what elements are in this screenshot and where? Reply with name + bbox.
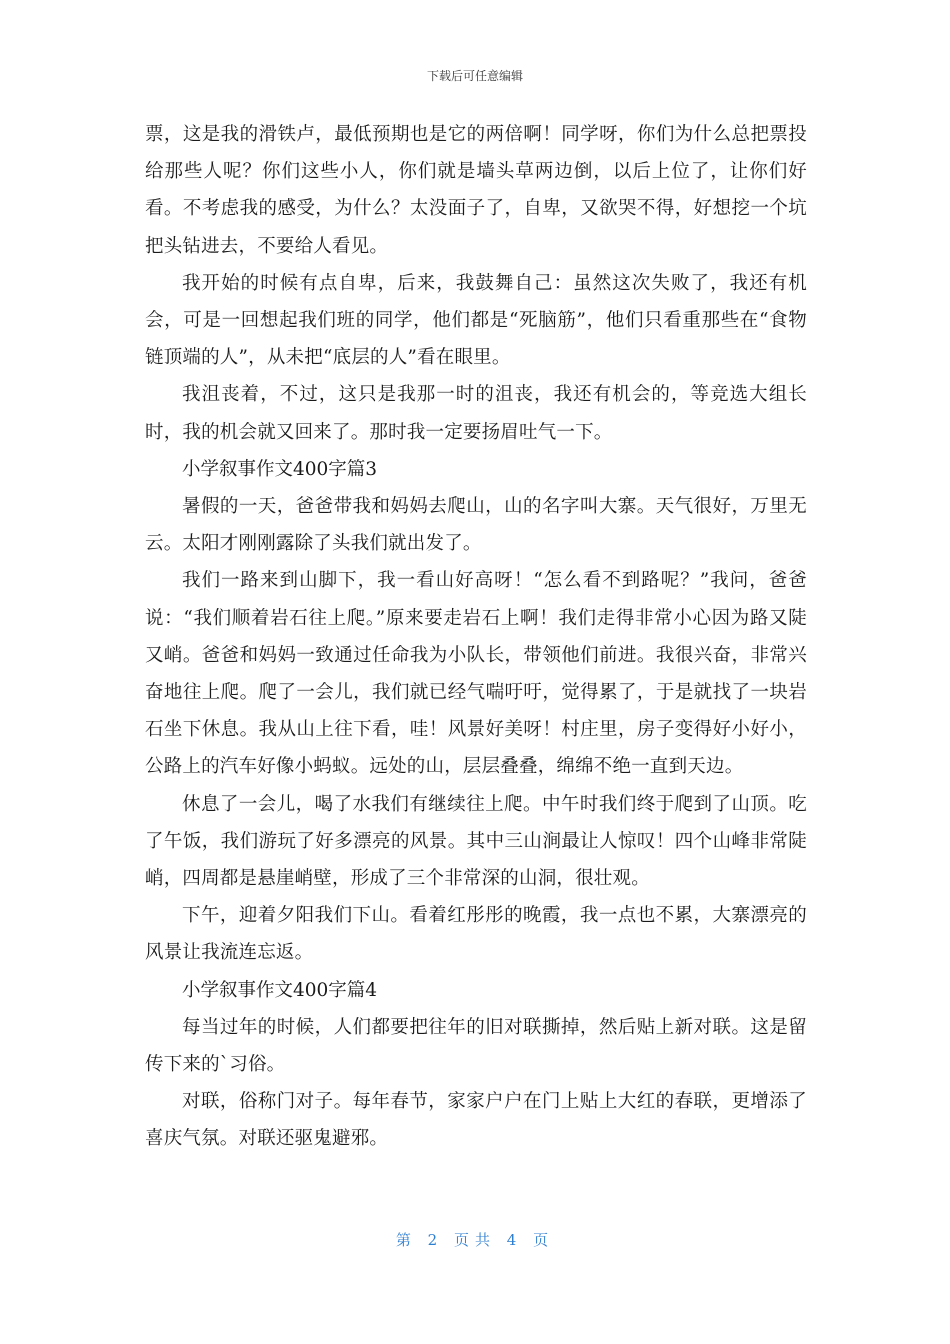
paragraph: 暑假的一天，爸爸带我和妈妈去爬山，山的名字叫大寨。天气很好，万里无云。太阳才刚刚露除了头我们就出发了。 <box>145 496 807 555</box>
paragraph: 我们一路来到山脚下，我一看山好高呀！“怎么看不到路呢？”我问，爸爸说：“我们顺着岩石往上爬。”原来要走岩石上啊！我们走得非常小心因为路又陡又峭。爸爸和妈妈一致通过任命我为小队长，带领他们前进。我很兴奋，非常兴奋地往上爬。爬了一会儿，我们就已经气喘吁吁，觉得累了，于是就找了一块岩石坐下休息。我从山上往下看，哇！风景好美呀！村庄里，房子变得好小好小，公路上的汽车好像小蚂蚁。远处的山，层层叠叠，绵绵不绝一直到天边。 <box>145 570 807 778</box>
page-header: 下载后可任意编辑 <box>426 69 523 83</box>
paragraph: 票，这是我的滑铁卢，最低预期也是它的两倍啊！同学呀，你们为什么总把票投给那些人呢？你们这些小人，你们就是墙头草两边倒，以后上位了，让你们好看。不考虑我的感受，为什么？太没面子了，自卑，又欲哭不得，好想挖一个坑把头钻进去，不要给人看见。 <box>145 124 807 257</box>
paragraph: 我开始的时候有点自卑，后来，我鼓舞自己：虽然这次失败了，我还有机会，可是一回想起我们班的同学，他们都是“死脑筋”，他们只看重那些在“食物链顶端的人”，从未把“底层的人”看在眼里。 <box>145 272 807 369</box>
document-body <box>145 116 807 1158</box>
page-footer: 第 2 页共 4 页 <box>395 1231 555 1249</box>
section-heading: 小学叙事作文400字篇4 <box>182 979 378 1001</box>
paragraph: 对联，俗称门对子。每年春节，家家户户在门上贴上大红的春联，更增添了喜庆气氛。对联还驱鬼避邪。 <box>145 1091 807 1150</box>
paragraph: 每当过年的时候，人们都要把往年的旧对联撕掉，然后贴上新对联。这是留传下来的`习俗。 <box>145 1016 807 1076</box>
section-heading: 小学叙事作文400字篇3 <box>182 458 378 480</box>
paragraph: 休息了一会儿，喝了水我们有继续往上爬。中午时我们终于爬到了山顶。吃了午饭，我们游玩了好多漂亮的风景。其中三山涧最让人惊叹！四个山峰非常陡峭，四周都是悬崖峭壁，形成了三个非常深的山洞，很壮观。 <box>145 793 807 890</box>
paragraph: 下午，迎着夕阳我们下山。看着红彤彤的晚霞，我一点也不累，大寨漂亮的风景让我流连忘返。 <box>145 905 807 964</box>
paragraph: 我沮丧着，不过，这只是我那一时的沮丧，我还有机会的，等竞选大组长时，我的机会就又回来了。那时我一定要扬眉吐气一下。 <box>145 384 807 443</box>
